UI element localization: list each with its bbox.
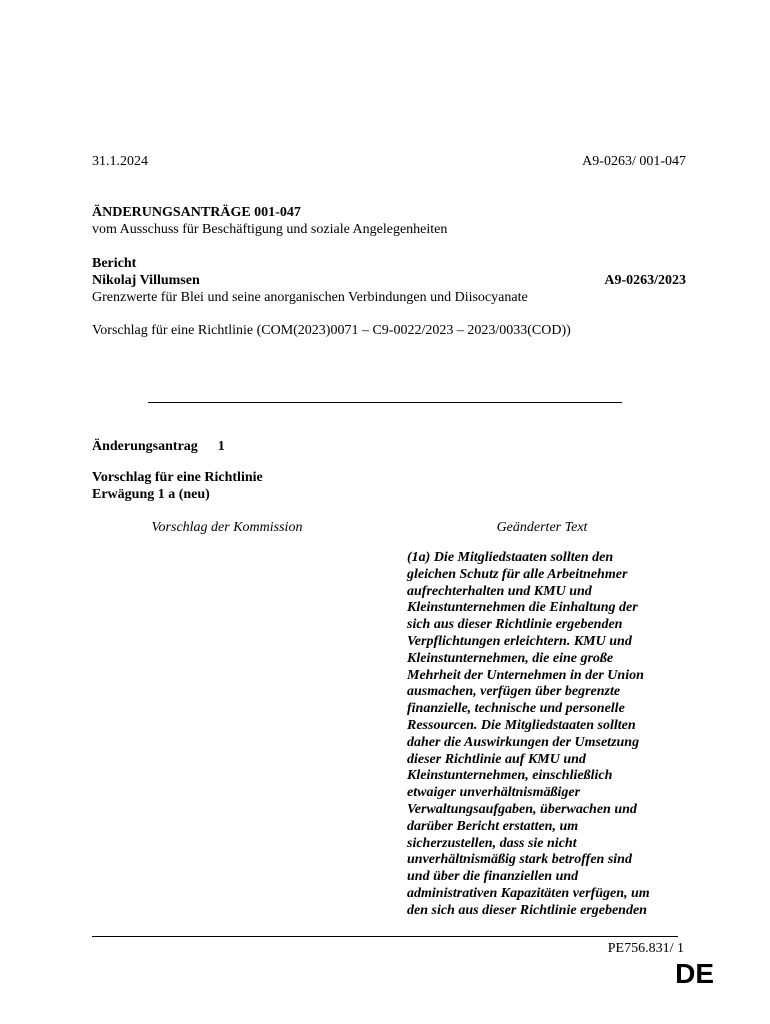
amendment-number: 1 — [217, 439, 225, 454]
amended-text-line: aufrechterhalten und KMU und — [407, 583, 592, 599]
amended-text-line: sich aus dieser Richtlinie ergebenden — [407, 617, 623, 633]
column-header-commission: Vorschlag der Kommission — [151, 520, 303, 535]
amended-text-line: finanzielle, technische und personelle — [407, 701, 625, 717]
report-label: Bericht — [92, 256, 137, 271]
document-date: 31.1.2024 — [92, 154, 148, 169]
amended-text-line: darüber Bericht erstatten, um — [407, 818, 579, 834]
header-row — [92, 153, 686, 170]
amended-text-line: Kleinstunternehmen, die eine große — [407, 650, 614, 666]
amended-text-line: (1a) Die Mitgliedstaaten sollten den — [407, 550, 614, 565]
amendment-heading — [92, 438, 225, 455]
amended-text-line: Verwaltungsaufgaben, überwachen und — [407, 801, 637, 817]
amended-text-line: ausmachen, verfügen über begrenzte — [407, 684, 621, 700]
amended-text-line: Mehrheit der Unternehmen in der Union — [407, 667, 644, 683]
amended-text-line: Ressourcen. Die Mitgliedstaaten sollten — [407, 717, 636, 733]
amendment-recital: Erwägung 1 a (neu) — [92, 487, 210, 502]
amendment-label: Änderungsantrag — [92, 439, 198, 454]
section-separator — [148, 402, 622, 403]
amendment-doc-type: Vorschlag für eine Richtlinie — [92, 470, 263, 485]
amended-text-line: unverhältnismäßig stark betroffen sind — [407, 852, 632, 868]
amended-text-line: den sich aus dieser Richtlinie ergebenden — [407, 902, 647, 918]
amended-text-line: sicherzustellen, dass sie nicht — [407, 835, 577, 851]
rapporteur-row — [92, 272, 686, 289]
rapporteur-name: Nikolaj Villumsen — [92, 273, 200, 288]
footer-page-reference: PE756.831/ 1 — [607, 941, 684, 956]
amended-text-line: und über die finanziellen und — [407, 869, 579, 885]
amended-text-line: dieser Richtlinie auf KMU und — [407, 751, 586, 767]
column-header-amended: Geänderter Text — [496, 520, 588, 535]
committee-line: vom Ausschuss für Beschäftigung und soziale Angelegenheiten — [92, 222, 448, 237]
amendments-heading: ÄNDERUNGSANTRÄGE 001-047 — [92, 205, 301, 220]
amended-text-line: Verpflichtungen erleichtern. KMU und — [407, 633, 632, 649]
amended-text-line: daher die Auswirkungen der Umsetzung — [407, 734, 640, 750]
language-code: DE — [675, 958, 714, 989]
amended-text-column — [407, 550, 687, 920]
amended-text-line: administrativen Kapazitäten verfügen, um — [407, 885, 650, 901]
footer-rule — [92, 936, 678, 937]
amended-text-line: gleichen Schutz für alle Arbeitnehmer — [407, 566, 628, 582]
amended-text-line: Kleinstunternehmen die Einhaltung der — [407, 600, 638, 616]
proposal-reference: Vorschlag für eine Richtlinie (COM(2023)0071 – C9-0022/2023 – 2023/0033(COD)) — [92, 323, 571, 338]
document-reference: A9-0263/ 001-047 — [582, 154, 686, 169]
amended-text-line: etwaiger unverhältnismäßiger — [407, 785, 581, 801]
report-subject: Grenzwerte für Blei und seine anorganischen Verbindungen und Diisocyanate — [92, 290, 528, 305]
report-number: A9-0263/2023 — [604, 273, 686, 288]
amended-text-line: Kleinstunternehmen, einschließlich — [407, 768, 613, 784]
